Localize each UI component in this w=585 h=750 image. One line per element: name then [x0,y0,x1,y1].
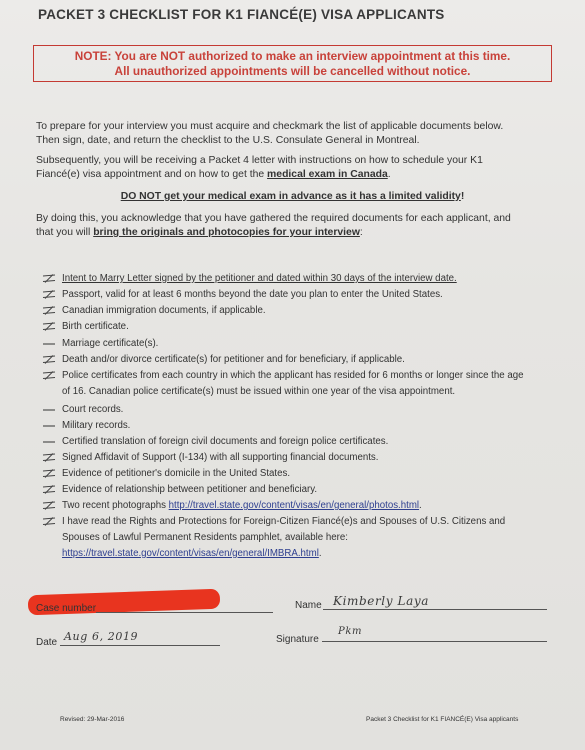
checklist-item[interactable] [42,368,523,383]
medical-exam-phrase: medical exam in Canada [267,169,388,180]
checklist-item-text: Birth certificate. [62,321,129,332]
checklist-item-text: Court records. [62,404,124,415]
checklist-item[interactable] [42,482,317,497]
medical-warning: DO NOT get your medical exam in advance as it has a limited validity! [120,191,465,202]
checklist-item-text: Intent to Marry Letter signed by the petitioner and dated within 30 days of the interview date. [62,273,457,284]
checklist-item-text: Evidence of relationship between petitioner and beneficiary. [62,484,318,495]
signature-handwritten: Pkm [338,626,363,637]
originals-phrase: bring the originals and photocopies for your interview [93,227,360,238]
blank-line-icon[interactable] [42,339,56,348]
signature-label: Signature [276,634,319,645]
notice-box [33,45,552,82]
checklist-item[interactable] [42,336,158,351]
intro-paragraph-2-line-1: Subsequently, you will be receiving a Packet 4 letter with instructions on how to schedule your K1 [36,155,483,166]
check-mark-icon[interactable] [42,274,56,283]
blank-line-icon[interactable] [42,421,56,430]
intro-paragraph-2-line-2: Fiancé(e) visa appointment and on how to get the medical exam in Canada. [36,169,391,180]
check-mark-icon[interactable] [42,290,56,299]
check-mark-icon[interactable] [42,322,56,331]
blank-line-icon[interactable] [42,405,56,414]
check-mark-icon[interactable] [42,469,56,478]
checklist-item[interactable] [42,418,130,433]
checklist-item[interactable] [42,287,443,302]
check-mark-icon[interactable] [42,501,56,510]
checklist-item[interactable] [42,271,457,286]
checklist-item[interactable] [42,450,378,465]
checklist-item-text: Canadian immigration documents, if applicable. [62,305,266,316]
notice-line-2: All unauthorized appointments will be cancelled without notice. [114,64,471,78]
checklist-item-text: Passport, valid for at least 6 months beyond the date you plan to enter the United States. [62,289,443,300]
checklist-item[interactable] [42,402,123,417]
check-mark-icon[interactable] [42,485,56,494]
intro-text: Fiancé(e) visa appointment and on how to get the [36,169,268,180]
name-handwritten: Kimberly Laya [333,594,429,608]
date-handwritten: Aug 6, 2019 [64,630,139,643]
name-field[interactable] [323,609,547,610]
checklist-item-text: I have read the Rights and Protections for Foreign-Citizen Fiancé(e)s and Spouses of U.S. Citizens and [62,516,506,527]
checklist-item-text: Evidence of petitioner's domicile in the United States. [62,468,291,479]
name-label: Name [295,600,322,611]
photos-link[interactable]: http://travel.state.gov/content/visas/en/general/photos.html [168,500,420,511]
checklist-item[interactable] [42,466,290,481]
date-field[interactable] [60,645,220,646]
case-number-label: Case number [36,603,97,614]
checklist-item-text: Marriage certificate(s). [62,338,159,349]
medical-warning-text: DO NOT get your medical exam in advance as it has a limited validity [120,191,461,202]
check-mark-icon[interactable] [42,371,56,380]
checklist-item-text: Police certificates from each country in which the applicant has resided for 6 months or longer since the age [62,370,524,381]
checklist-item-continuation: Spouses of Lawful Permanent Residents pamphlet, available here: [62,532,348,543]
checklist-item[interactable] [42,303,266,318]
checklist-item[interactable] [42,434,388,449]
checklist-item-text: Signed Affidavit of Support (I-134) with all supporting financial documents. [62,452,379,463]
intro-paragraph-3-line-2: that you will bring the originals and photocopies for your interview: [36,227,363,238]
checklist-item[interactable] [42,352,405,367]
checklist-item-continuation: of 16. Canadian police certificate(s) must be issued within one year of the visa appointment. [62,386,456,397]
check-mark-icon[interactable] [42,355,56,364]
notice-line-1: NOTE: You are NOT authorized to make an interview appointment at this time. [74,49,511,63]
checklist-item-link-line: https://travel.state.gov/content/visas/en/general/IMBRA.html. [62,548,322,559]
intro-paragraph-1-line-1: To prepare for your interview you must acquire and checkmark the list of applicable documents below. [36,121,504,132]
checklist-item[interactable] [42,319,129,334]
intro-paragraph-3-line-1: By doing this, you acknowledge that you have gathered the required documents for each applicant, and [36,213,511,224]
page-title: PACKET 3 CHECKLIST FOR K1 FIANCÉ(E) VISA APPLICANTS [38,7,445,22]
case-number-field[interactable] [96,612,273,613]
checklist-item-text: Death and/or divorce certificate(s) for petitioner and for beneficiary, if applicable. [62,354,405,365]
checklist-item[interactable]: Two recent photographs http://travel.state.gov/content/visas/en/general/photos.html. [42,498,422,513]
checklist-item-text: Two recent photographs [62,500,169,511]
check-mark-icon[interactable] [42,306,56,315]
check-mark-icon[interactable] [42,453,56,462]
footer-revised: Revised: 29-Mar-2016 [60,716,125,723]
check-mark-icon[interactable] [42,517,56,526]
footer-document-name: Packet 3 Checklist for K1 FIANCÉ(E) Visa applicants [366,716,519,723]
checklist-item-text: Certified translation of foreign civil documents and foreign police certificates. [62,436,389,447]
checklist-item[interactable] [42,514,505,529]
blank-line-icon[interactable] [42,437,56,446]
checklist-item-text: Military records. [62,420,131,431]
date-label: Date [36,637,58,648]
intro-paragraph-1-line-2: Then sign, date, and return the checklist to the U.S. Consulate General in Montreal. [36,135,420,146]
signature-field[interactable] [322,641,547,642]
imbra-link[interactable]: https://travel.state.gov/content/visas/en/general/IMBRA.html [62,548,319,559]
